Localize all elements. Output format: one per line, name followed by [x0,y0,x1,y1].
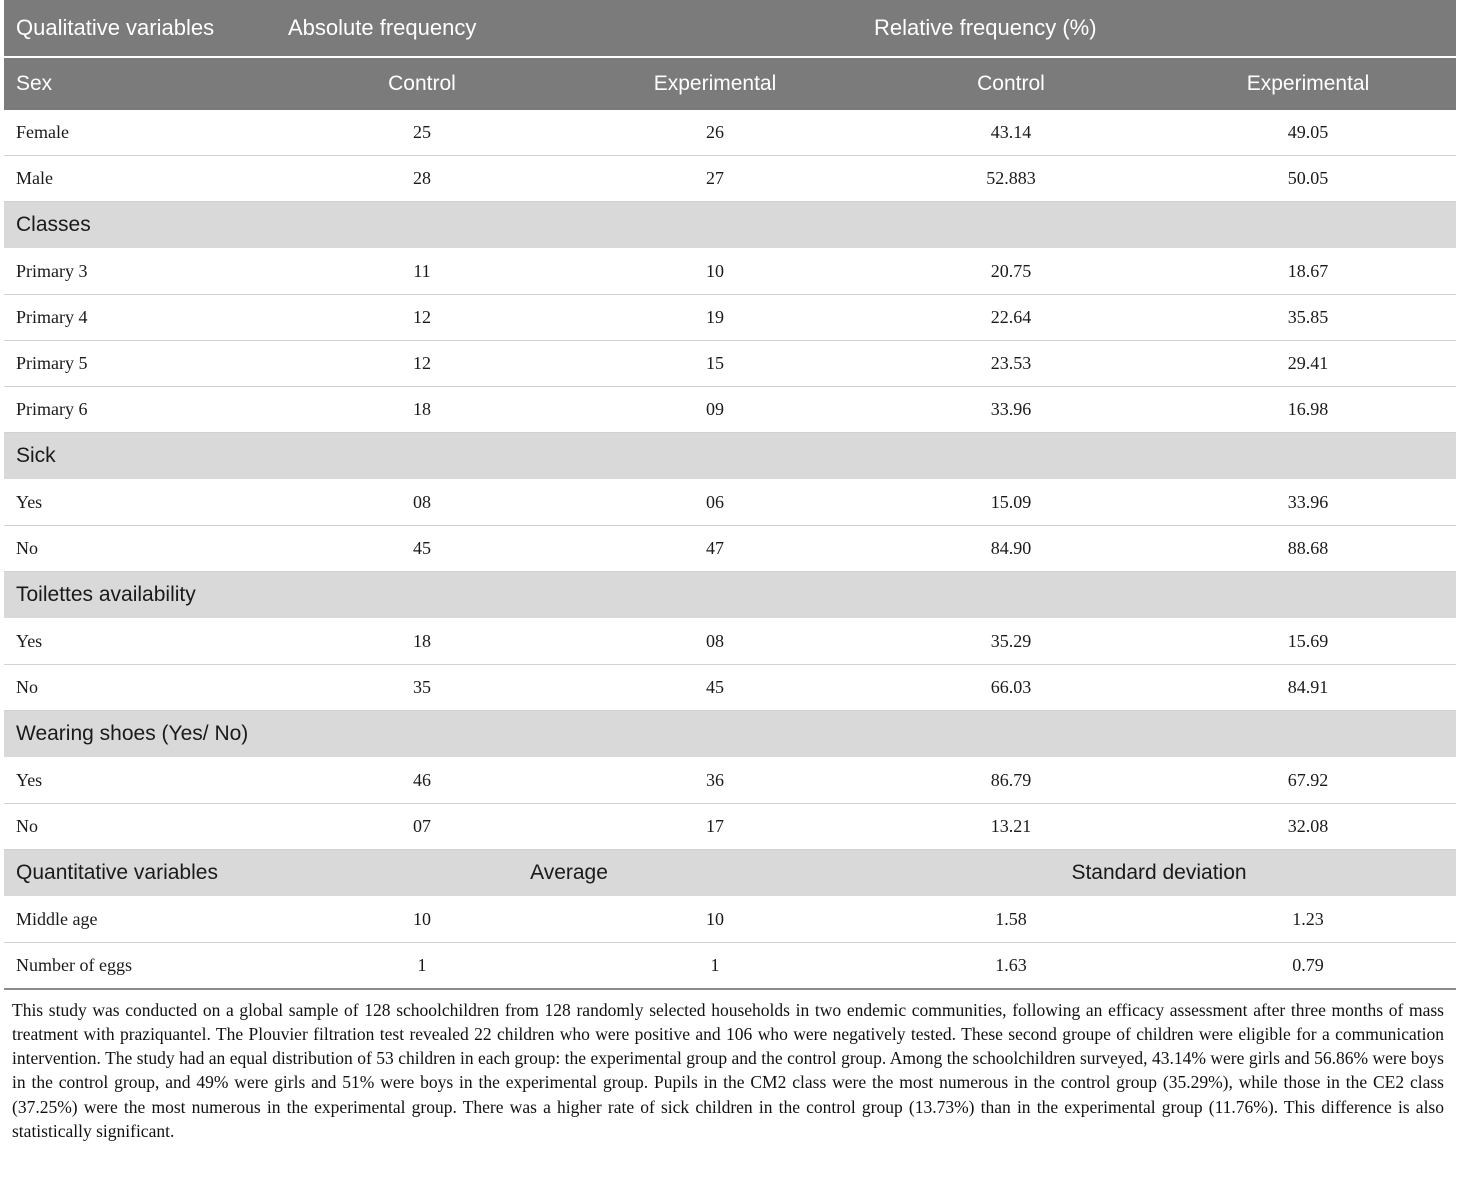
cell-value: 18 [276,619,568,665]
header-experimental-absolute: Experimental [568,58,862,110]
cell-value: 66.03 [862,665,1160,711]
cell-value: 35.85 [1160,295,1456,341]
table-row [4,387,1456,433]
row-label: Primary 5 [4,341,276,387]
row-label: No [4,665,276,711]
cell-value: 1 [568,943,862,990]
cell-value: 10 [568,897,862,943]
cell-value: 43.14 [862,110,1160,156]
cell-value: 0.79 [1160,943,1456,990]
cell-value: 13.21 [862,804,1160,850]
table-row [4,804,1456,850]
table-row [4,665,1456,711]
section-row-toilettes [4,572,1456,619]
cell-value: 49.05 [1160,110,1456,156]
section-label: Classes [4,202,1456,249]
cell-value: 10 [568,249,862,295]
cell-value: 50.05 [1160,156,1456,202]
table-header-second [4,58,1456,110]
cell-value: 1 [276,943,568,990]
row-label: Female [4,110,276,156]
cell-value: 88.68 [1160,526,1456,572]
quant-header-average: Average [276,850,862,897]
cell-value: 25 [276,110,568,156]
cell-value: 36 [568,758,862,804]
cell-value: 47 [568,526,862,572]
row-label: Primary 4 [4,295,276,341]
row-label: Yes [4,758,276,804]
cell-value: 23.53 [862,341,1160,387]
header-control-absolute: Control [276,58,568,110]
cell-value: 27 [568,156,862,202]
row-label: Primary 3 [4,249,276,295]
cell-value: 20.75 [862,249,1160,295]
quant-header-label: Quantitative variables [4,850,276,897]
cell-value: 18 [276,387,568,433]
row-label: Number of eggs [4,943,276,990]
table-caption: This study was conducted on a global sample of 128 schoolchildren from 128 randomly selected households in two endemic communities, following an efficacy assessment after three months of mass treatment with praziquantel. The Plouvier filtration test revealed 22 children who were positive and 106 who were negatively tested. These second groupe of children were eligible for a communication intervention. The study had an equal distribution of 53 children in each group: the experimental group and the control group. Among the schoolchildren surveyed, 43.14% were girls and 56.86% were boys in the control group, and 49% were girls and 51% were boys in the experimental group. Pupils in the CM2 class were the most numerous in the control group (35.29%), while those in the CE2 class (37.25%) were the most numerous in the experimental group. There was a higher rate of sick children in the control group (13.73%) than in the experimental group (11.76%). This difference is also statistically significant. [12,1000,1444,1141]
cell-value: 45 [568,665,862,711]
cell-value: 33.96 [862,387,1160,433]
cell-value: 08 [276,480,568,526]
header-qualitative-variables: Qualitative variables [4,0,276,56]
cell-value: 12 [276,295,568,341]
cell-value: 11 [276,249,568,295]
section-row-quantitative-variables [4,850,1456,897]
cell-value: 15.69 [1160,619,1456,665]
row-label: No [4,526,276,572]
row-label: Yes [4,619,276,665]
table-row [4,480,1456,526]
cell-value: 15 [568,341,862,387]
section-label: Wearing shoes (Yes/ No) [4,711,1456,758]
cell-value: 1.23 [1160,897,1456,943]
header-experimental-relative: Experimental [1160,58,1456,110]
table-row [4,897,1456,943]
cell-value: 18.67 [1160,249,1456,295]
cell-value: 46 [276,758,568,804]
section-row-sick [4,433,1456,480]
cell-value: 84.91 [1160,665,1456,711]
cell-value: 33.96 [1160,480,1456,526]
cell-value: 12 [276,341,568,387]
cell-value: 17 [568,804,862,850]
quant-header-standard-deviation: Standard deviation [862,850,1456,897]
table-row [4,619,1456,665]
statistics-table [4,0,1456,990]
row-label: No [4,804,276,850]
table-row [4,249,1456,295]
table-row [4,526,1456,572]
cell-value: 08 [568,619,862,665]
cell-value: 19 [568,295,862,341]
cell-value: 16.98 [1160,387,1456,433]
cell-value: 28 [276,156,568,202]
section-row-classes [4,202,1456,249]
header-absolute-frequency: Absolute frequency [276,0,862,56]
cell-value: 35.29 [862,619,1160,665]
section-row-wearing-shoes [4,711,1456,758]
cell-value: 06 [568,480,862,526]
cell-value: 26 [568,110,862,156]
table-row [4,758,1456,804]
cell-value: 84.90 [862,526,1160,572]
cell-value: 29.41 [1160,341,1456,387]
cell-value: 35 [276,665,568,711]
cell-value: 22.64 [862,295,1160,341]
cell-value: 1.63 [862,943,1160,990]
cell-value: 86.79 [862,758,1160,804]
table-row [4,156,1456,202]
table-body [4,0,1456,989]
cell-value: 32.08 [1160,804,1456,850]
table-row [4,110,1456,156]
row-label: Primary 6 [4,387,276,433]
table-row [4,295,1456,341]
row-label: Male [4,156,276,202]
cell-value: 67.92 [1160,758,1456,804]
cell-value: 15.09 [862,480,1160,526]
header-control-relative: Control [862,58,1160,110]
header-sex: Sex [4,58,276,110]
section-label: Toilettes availability [4,572,1456,619]
cell-value: 07 [276,804,568,850]
section-label: Sick [4,433,1456,480]
cell-value: 09 [568,387,862,433]
table-row [4,943,1456,990]
table-row [4,341,1456,387]
row-label: Middle age [4,897,276,943]
table-header-top [4,0,1456,56]
cell-value: 45 [276,526,568,572]
header-relative-frequency: Relative frequency (%) [862,0,1456,56]
cell-value: 10 [276,897,568,943]
cell-value: 52.883 [862,156,1160,202]
row-label: Yes [4,480,276,526]
cell-value: 1.58 [862,897,1160,943]
